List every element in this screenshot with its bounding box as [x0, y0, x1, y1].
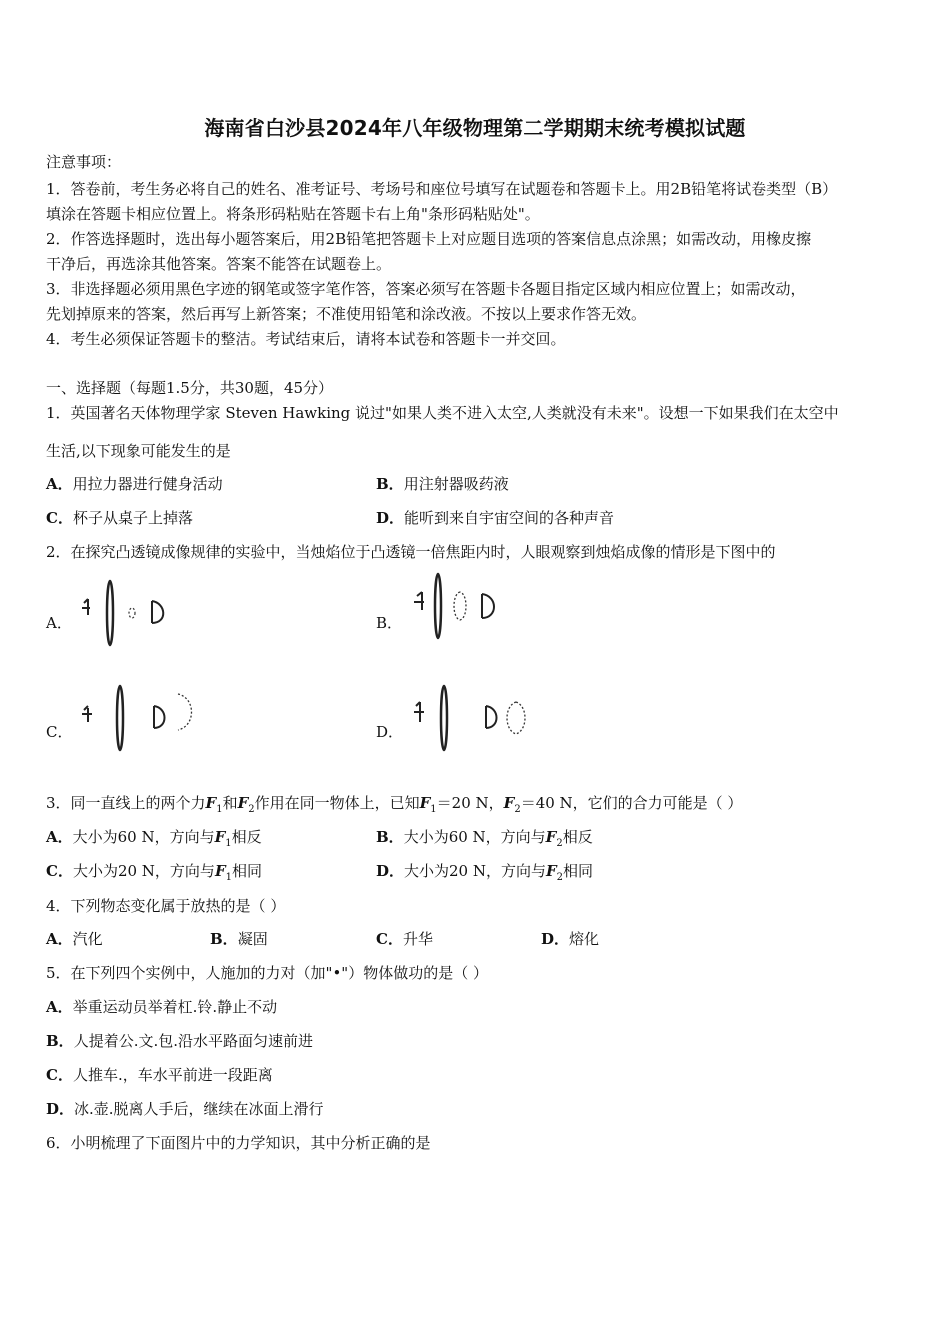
notice-line-3: 2．作答选择题时，选出每小题答案后，用2B铅笔把答题卡上对应题目选项的答案信息点涂黑；如需改动，用橡皮擦 [46, 230, 812, 248]
option-text: 大小为60 N，方向与 [403, 828, 546, 846]
option-label: D． [541, 930, 570, 948]
candle-icon [82, 706, 92, 722]
q4-option-d[interactable] [541, 928, 599, 949]
force-symbol: F [214, 862, 226, 880]
notice-line-1: 1．答卷前，考生务必将自己的姓名、准考证号、考场号和座位号填写在试题卷和答题卡上。用2B铅笔将试卷类型（B） [46, 180, 838, 198]
force-symbol: F [503, 794, 515, 812]
virtual-image-icon [454, 592, 466, 620]
q3-text: 作用在同一物体上，已知 [254, 794, 420, 812]
q5-stem: 5．在下列四个实例中，人施加的力对（加"•"）物体做功的是（ ） [46, 964, 488, 982]
q1-option-b[interactable] [376, 473, 509, 494]
option-label: C． [46, 1066, 73, 1084]
virtual-image-icon [178, 694, 192, 730]
option-label: A． [46, 828, 73, 846]
subscript: 1 [430, 804, 437, 815]
q2-figure-a [70, 575, 215, 660]
subscript: 1 [225, 838, 232, 849]
q4-option-a[interactable] [46, 928, 103, 949]
notice-line-6: 先划掉原来的答案，然后再写上新答案；不准使用铅笔和涂改液。不按以上要求作答无效。 [46, 305, 647, 323]
option-text: 大小为20 N，方向与 [404, 862, 546, 880]
option-label: A． [46, 930, 73, 948]
q2-option-c-label[interactable]: C． [46, 723, 73, 741]
convex-lens [117, 686, 123, 750]
q5-option-b[interactable] [46, 1030, 313, 1051]
q6-stem: 6．小明梳理了下面图片中的力学知识，其中分析正确的是 [46, 1134, 431, 1152]
option-text: 杯子从桌子上掉落 [72, 509, 193, 527]
option-text: 用注射器吸药液 [403, 475, 509, 493]
flame-image-icon [152, 601, 163, 623]
option-text: 汽化 [72, 930, 103, 948]
option-label: C． [376, 930, 403, 948]
virtual-image-icon [507, 702, 525, 734]
option-label: D． [376, 862, 405, 880]
q3-option-c[interactable] [46, 860, 262, 883]
subscript: 2 [556, 872, 564, 883]
convex-lens [107, 581, 113, 645]
option-text: 熔化 [569, 930, 600, 948]
q3-option-d[interactable] [376, 860, 593, 883]
candle-icon [414, 592, 424, 610]
q3-text: ＝20 N， [436, 794, 504, 812]
q3-option-a[interactable] [46, 826, 262, 849]
q1-stem-line-1: 1．英国著名天体物理学家 Steven Hawking 说过"如果人类不进入太空,人类就没有未来"。设想一下如果我们在太空中 [46, 404, 839, 422]
q5-option-d[interactable] [46, 1098, 324, 1119]
notice-line-7: 4．考生必须保证答题卡的整洁。考试结束后，请将本试卷和答题卡一并交回。 [46, 330, 566, 348]
force-symbol: F [545, 828, 557, 846]
option-label: B． [210, 930, 238, 948]
q2-figure-b [402, 570, 547, 655]
q2-figure-c [70, 682, 215, 767]
flame-image-icon [154, 706, 165, 728]
q2-figure-d [402, 682, 547, 767]
option-label: C． [46, 509, 73, 527]
option-text: 相反 [562, 828, 593, 846]
q3-text: 3．同一直线上的两个力 [46, 794, 206, 812]
option-label: A． [46, 475, 73, 493]
q3-stem [46, 792, 742, 815]
convex-lens [435, 574, 441, 638]
q2-option-a-label[interactable]: A． [46, 614, 72, 632]
q4-option-b[interactable] [210, 928, 268, 949]
q2-option-d-label[interactable]: D． [376, 723, 404, 741]
candle-icon [414, 702, 424, 722]
subscript: 1 [225, 872, 232, 883]
subscript: 1 [216, 804, 223, 815]
subscript: 2 [556, 838, 563, 849]
force-symbol: F [546, 862, 557, 880]
force-symbol: F [214, 828, 226, 846]
q3-text: ＝40 N，它们的合力可能是（ ） [520, 794, 743, 812]
q3-text: 和 [222, 794, 238, 812]
q2-option-b-label[interactable]: B． [376, 614, 403, 632]
option-text: 人推车.，车水平前进一段距离 [72, 1066, 273, 1084]
convex-lens [441, 686, 447, 750]
option-text: 凝固 [237, 930, 268, 948]
section-heading: 一、选择题（每题1.5分，共30题，45分） [46, 379, 334, 397]
option-text: 相反 [231, 828, 262, 846]
q1-stem-line-2: 生活,以下现象可能发生的是 [46, 442, 231, 460]
notice-line-2: 填涂在答题卡相应位置上。将条形码粘贴在答题卡右上角"条形码粘贴处"。 [46, 205, 540, 223]
force-symbol: F [205, 794, 217, 812]
option-text: 升华 [402, 930, 433, 948]
option-text: 冰.壶.脱离人手后，继续在冰面上滑行 [74, 1100, 324, 1118]
option-label: B． [376, 828, 404, 846]
option-text: 大小为20 N，方向与 [72, 862, 215, 880]
option-label: D． [46, 1100, 75, 1118]
q4-stem: 4．下列物态变化属于放热的是（ ） [46, 897, 286, 915]
force-symbol: F [419, 794, 431, 812]
q4-option-c[interactable] [376, 928, 433, 949]
q5-option-c[interactable] [46, 1064, 273, 1085]
q1-option-a[interactable] [46, 473, 223, 494]
small-image-icon [129, 608, 135, 618]
flame-image-icon [486, 706, 497, 728]
candle-icon [82, 599, 90, 615]
force-symbol: F [237, 794, 249, 812]
option-text: 人提着公.文.包.沿水平路面匀速前进 [73, 1032, 313, 1050]
option-text: 能听到来自宇宙空间的各种声音 [404, 509, 615, 527]
subscript: 2 [514, 804, 521, 815]
option-label: D． [376, 509, 405, 527]
notice-line-4: 干净后，再选涂其他答案。答案不能答在试题卷上。 [46, 255, 392, 273]
q1-option-c[interactable] [46, 507, 193, 528]
option-label: C． [46, 862, 73, 880]
option-text: 相同 [563, 862, 594, 880]
option-label: B． [376, 475, 404, 493]
notice-heading: 注意事项： [46, 153, 122, 171]
page-title: 海南省白沙县2024年八年级物理第二学期期末统考模拟试题 [204, 116, 746, 140]
option-text: 用拉力器进行健身活动 [72, 475, 223, 493]
flame-image-icon [482, 594, 494, 618]
q5-option-a[interactable] [46, 996, 277, 1017]
option-label: A． [46, 998, 73, 1016]
option-text: 相同 [231, 862, 262, 880]
option-label: B． [46, 1032, 74, 1050]
option-text: 大小为60 N，方向与 [72, 828, 215, 846]
q3-option-b[interactable] [376, 826, 593, 849]
subscript: 2 [248, 804, 255, 815]
q2-stem: 2．在探究凸透镜成像规律的实验中，当烛焰位于凸透镜一倍焦距内时，人眼观察到烛焰成像的情形是下图中的 [46, 543, 776, 561]
notice-line-5: 3．非选择题必须用黑色字迹的钢笔或签字笔作答，答案必须写在答题卡各题目指定区域内相应位置上；如需改动， [46, 280, 806, 298]
q1-option-d[interactable] [376, 507, 614, 528]
option-text: 举重运动员举着杠.铃.静止不动 [72, 998, 278, 1016]
